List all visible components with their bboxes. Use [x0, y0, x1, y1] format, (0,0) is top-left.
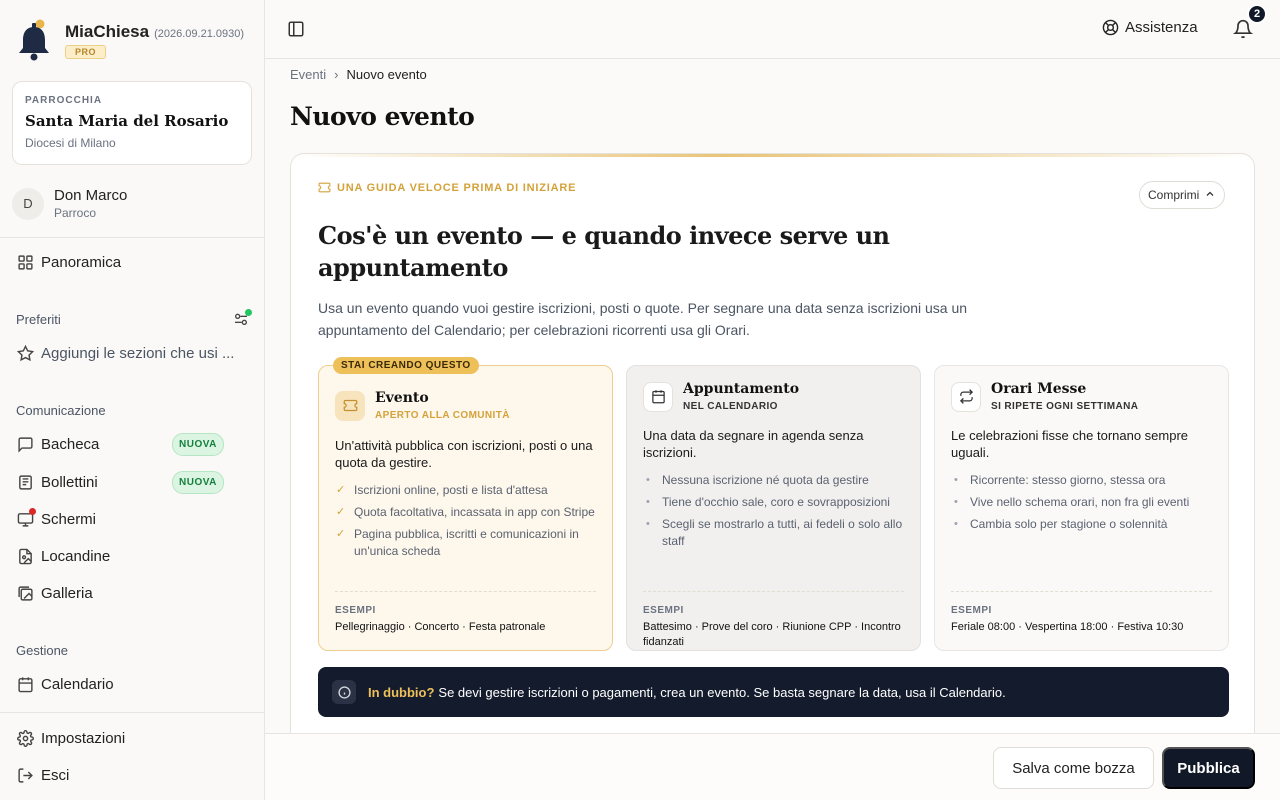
newspaper-icon	[16, 473, 34, 491]
sidebar-toggle-icon[interactable]	[287, 20, 305, 38]
option-card-evento[interactable]	[318, 360, 613, 651]
logout-icon	[16, 766, 34, 784]
sidebar-item-label: Bollettini	[41, 473, 98, 491]
bell-logo-icon	[16, 18, 52, 62]
calendar-icon	[16, 675, 34, 693]
option-examples: Pellegrinaggio · Concerto · Festa patronale	[335, 621, 546, 633]
current-selection-pill: STAI CREANDO QUESTO	[333, 357, 479, 374]
action-footer	[265, 733, 1280, 800]
sidebar-item-label: Panoramica	[41, 253, 122, 271]
list-item: • Nessuna iscrizione né quota da gestire	[643, 472, 905, 489]
guide-description: Usa un evento quando vuoi gestire iscrizioni, posti o quote. Per segnare una data senza iscrizioni usa un appuntamento del Calendario; per celebrazioni ricorrenti usa gli Orari.	[318, 300, 968, 338]
message-square-icon	[16, 435, 34, 453]
sidebar-item-add-favorites[interactable]	[16, 342, 234, 364]
info-icon	[332, 680, 356, 704]
user-profile[interactable]	[12, 187, 127, 220]
favorites-section-label: Preferiti	[16, 312, 61, 327]
option-card-orari-messe[interactable]	[934, 365, 1229, 651]
new-badge: NUOVA	[172, 471, 224, 494]
sidebar-item-label: Calendario	[41, 675, 114, 693]
list-item: ✓ Pagina pubblica, iscritti e comunicazioni in un'unica scheda	[335, 526, 597, 560]
sidebar-item-label: Esci	[41, 766, 70, 784]
list-item: • Cambia solo per stagione o solennità	[951, 516, 1213, 533]
save-draft-button[interactable]: Salva come bozza	[993, 747, 1154, 789]
sidebar-item-impostazioni[interactable]	[16, 727, 125, 749]
list-item: ✓ Iscrizioni online, posti e lista d'attesa	[335, 482, 597, 499]
option-divider	[951, 591, 1212, 592]
examples-label: ESEMPI	[951, 605, 992, 616]
sidebar-item-galleria[interactable]	[16, 582, 93, 604]
page-title: Nuovo evento	[290, 102, 475, 131]
sidebar-divider	[0, 237, 265, 238]
chevron-up-icon	[1204, 188, 1216, 203]
option-divider	[643, 591, 904, 592]
collapse-label: Comprimi	[1148, 188, 1200, 202]
alert-dot	[29, 508, 36, 515]
parish-diocese: Diocesi di Milano	[25, 136, 116, 150]
sidebar	[0, 0, 265, 800]
star-icon	[16, 344, 34, 362]
option-subtitle: APERTO ALLA COMUNITÀ	[375, 410, 510, 421]
repeat-icon	[951, 382, 981, 412]
quick-guide-card	[290, 153, 1255, 753]
grid-icon	[16, 253, 34, 271]
examples-label: ESEMPI	[335, 605, 376, 616]
collapse-guide-button[interactable]	[1139, 181, 1225, 209]
file-image-icon	[16, 547, 34, 565]
option-examples: Feriale 08:00 · Vespertina 18:00 · Festiva 10:30	[951, 621, 1184, 633]
option-card-appuntamento[interactable]	[626, 365, 921, 651]
option-points	[643, 472, 905, 555]
sidebar-item-logout[interactable]	[16, 764, 69, 786]
option-subtitle: SI RIPETE OGNI SETTIMANA	[991, 401, 1139, 412]
app-version: (2026.09.21.0930)	[154, 28, 245, 40]
communication-section-label: Comunicazione	[16, 403, 106, 418]
option-lead: Le celebrazioni fisse che tornano sempre uguali.	[951, 428, 1189, 460]
option-divider	[335, 591, 596, 592]
notification-count-badge: 2	[1247, 4, 1267, 24]
monitor-icon	[16, 510, 34, 528]
sidebar-item-locandine[interactable]	[16, 545, 110, 567]
sidebar-divider	[0, 712, 265, 713]
sidebar-item-calendario[interactable]	[16, 673, 114, 695]
option-lead: Una data da segnare in agenda senza iscrizioni.	[643, 428, 864, 460]
list-item: • Ricorrente: stesso giorno, stessa ora	[951, 472, 1213, 489]
list-item: • Scegli se mostrarlo a tutti, ai fedeli o solo allo staff	[643, 516, 905, 550]
sidebar-item-label: Locandine	[41, 547, 111, 565]
chevron-right-icon: ›	[334, 67, 339, 82]
management-section-label: Gestione	[16, 643, 69, 658]
parish-name: Santa Maria del Rosario	[25, 112, 229, 130]
sidebar-item-label: Galleria	[41, 584, 93, 602]
help-label: Assistenza	[1125, 19, 1198, 36]
sidebar-item-schermi[interactable]	[16, 508, 96, 530]
breadcrumb-current: Nuovo evento	[346, 67, 427, 82]
publish-button[interactable]: Pubblica	[1162, 747, 1255, 789]
option-lead: Un'attività pubblica con iscrizioni, posti o una quota da gestire.	[335, 438, 593, 470]
tip-strong: In dubbio?	[368, 684, 435, 700]
list-item: ✓ Quota facoltativa, incassata in app con Stripe	[335, 504, 597, 521]
pro-badge: PRO	[65, 45, 106, 59]
sidebar-item-label: Aggiungi le sezioni che usi ...	[41, 344, 235, 362]
option-points	[335, 482, 597, 565]
avatar: D	[12, 188, 44, 220]
list-item: • Vive nello schema orari, non fra gli eventi	[951, 494, 1213, 511]
tip-text	[368, 685, 1006, 700]
app-name: MiaChiesa	[65, 22, 150, 41]
new-badge: NUOVA	[172, 433, 224, 456]
option-title: Orari Messe	[991, 381, 1087, 397]
help-button[interactable]	[1102, 19, 1198, 36]
tip-banner	[318, 667, 1229, 717]
tip-body: Se devi gestire iscrizioni o pagamenti, crea un evento. Se basta segnare la data, usa il Calendario.	[438, 684, 1006, 700]
calendar-icon	[643, 382, 673, 412]
option-title: Appuntamento	[683, 381, 800, 397]
sidebar-item-bacheca[interactable]	[16, 433, 99, 455]
option-subtitle: NEL CALENDARIO	[683, 401, 778, 412]
user-role: Parroco	[54, 206, 97, 220]
lifebuoy-icon	[1102, 19, 1119, 36]
breadcrumb	[290, 67, 427, 82]
topbar	[265, 0, 1280, 59]
sidebar-item-label: Bacheca	[41, 435, 100, 453]
parish-label: PARROCCHIA	[25, 95, 103, 106]
option-examples: Battesimo · Prove del coro · Riunione CPP · Incontro fidanzati	[643, 621, 901, 648]
examples-label: ESEMPI	[643, 605, 684, 616]
sidebar-item-bollettini[interactable]	[16, 471, 98, 493]
option-title: Evento	[375, 390, 429, 406]
brand[interactable]	[16, 18, 244, 62]
gear-icon	[16, 729, 34, 747]
ticket-icon	[318, 181, 331, 194]
option-points	[951, 472, 1213, 538]
guide-title: Cos'è un evento — e quando invece serve un appuntamento	[318, 221, 890, 282]
sidebar-item-label: Impostazioni	[41, 729, 126, 747]
user-name: Don Marco	[54, 187, 128, 204]
guide-eyebrow	[318, 181, 576, 194]
list-item: • Tiene d'occhio sale, coro e sovrapposizioni	[643, 494, 905, 511]
sidebar-item-overview[interactable]	[16, 251, 121, 273]
breadcrumb-parent[interactable]: Eventi	[290, 67, 327, 82]
guide-eyebrow-text: UNA GUIDA VELOCE PRIMA DI INIZIARE	[337, 181, 577, 194]
status-dot	[245, 309, 252, 316]
sidebar-item-label: Schermi	[41, 510, 97, 528]
gallery-icon	[16, 584, 34, 602]
manage-favorites-icon[interactable]	[233, 311, 251, 329]
parish-switcher[interactable]	[12, 81, 252, 165]
ticket-icon	[335, 391, 365, 421]
